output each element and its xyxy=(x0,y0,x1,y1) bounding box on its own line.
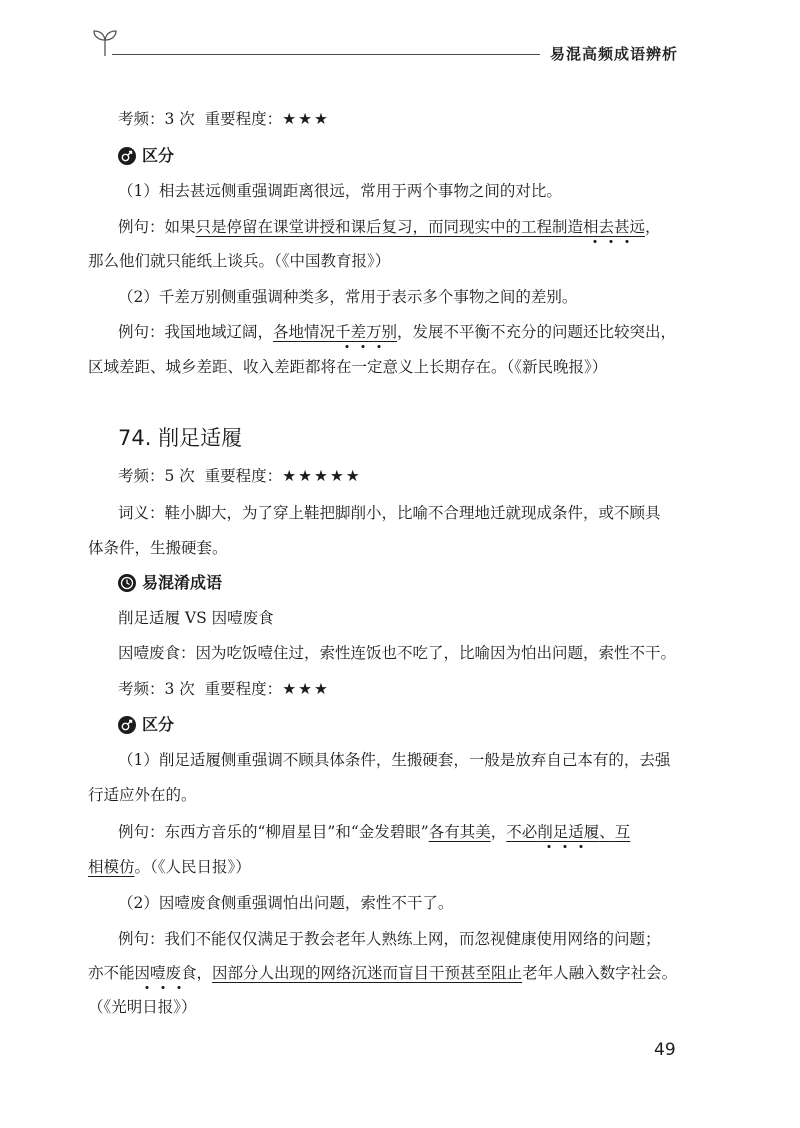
distinguish-icon xyxy=(118,716,136,734)
idiom-emphasis: 相去甚远 xyxy=(583,218,646,236)
paragraph: （1）削足适履侧重强调不顾具体条件，生搬硬套，一般是放弃自己本有的，去强 xyxy=(118,751,671,769)
frequency-line: 考频：3 次 重要程度：★★★ xyxy=(118,110,330,128)
idiom-emphasis: 千差万别 xyxy=(335,323,398,341)
example-sentence: 例句：东西方音乐的“柳眉星目”和“金发碧眼”各有其美，不必削足适履、互 xyxy=(118,823,631,841)
idiom-emphasis: 削足适履 xyxy=(537,823,600,841)
page-number: 49 xyxy=(654,1040,676,1060)
meaning-cont: 体条件，生搬硬套。 xyxy=(88,539,228,557)
example-sentence: 例句：如果只是停留在课堂讲授和课后复习，而同现实中的工程制造相去甚远， xyxy=(118,218,661,236)
running-header-title: 易混高频成语辨析 xyxy=(550,45,679,63)
meaning: 词义：鞋小脚大，为了穿上鞋把脚削小，比喻不合理地迁就现成条件，或不顾具 xyxy=(118,504,661,522)
paragraph: （1）相去甚远侧重强调距离很远，常用于两个事物之间的对比。 xyxy=(118,182,562,200)
paragraph: （2）千差万别侧重强调种类多，常用于表示多个事物之间的差别。 xyxy=(118,288,578,306)
example-sentence-cont: 相模仿。（《人民日报》） xyxy=(88,858,251,876)
paragraph-cont: 行适应外在的。 xyxy=(88,786,197,804)
section-title-confusable: 易混淆成语 xyxy=(142,573,223,592)
alt-idiom-meaning: 因噎废食：因为吃饭噎住过，索性连饭也不吃了，比喻因为怕出问题，索性不干。 xyxy=(118,644,677,662)
frequency-line: 考频：3 次 重要程度：★★★ xyxy=(118,680,330,698)
section-title-distinguish: 区分 xyxy=(142,715,175,734)
importance-stars: ★★★ xyxy=(282,110,330,128)
paragraph: （2）因噎废食侧重强调怕出问题，索性不干了。 xyxy=(118,894,454,912)
frequency-line: 考频：5 次 重要程度：★★★★★ xyxy=(118,467,362,485)
example-sentence-cont: 区域差距、城乡差距、收入差距都将在一定意义上长期存在。（《新民晚报》） xyxy=(88,358,608,376)
example-sentence: 例句：我们不能仅仅满足于教会老年人熟练上网，而忽视健康使用网络的问题； xyxy=(118,930,661,948)
importance-stars: ★★★ xyxy=(282,680,330,698)
example-sentence: 例句：我国地域辽阔，各地情况千差万别，发展不平衡不充分的问题还比较突出， xyxy=(118,323,677,341)
entry-title: 74. 削足适履 xyxy=(118,426,243,450)
header-rule xyxy=(112,54,540,55)
distinguish-icon xyxy=(118,147,136,165)
example-sentence-cont: 那么他们就只能纸上谈兵。（《中国教育报》） xyxy=(88,252,391,270)
example-sentence-cont: 亦不能因噎废食，因部分人出现的网络沉迷而盲目干预甚至阻止老年人融入数字社会。 xyxy=(88,964,678,982)
example-source: （《光明日报》） xyxy=(88,998,197,1016)
section-title-distinguish: 区分 xyxy=(142,146,175,165)
importance-stars: ★★★★★ xyxy=(282,467,362,485)
confusable-icon xyxy=(118,574,136,592)
vs-line: 削足适履 VS 因噎废食 xyxy=(118,609,274,627)
idiom-emphasis: 因噎废食 xyxy=(134,964,197,982)
